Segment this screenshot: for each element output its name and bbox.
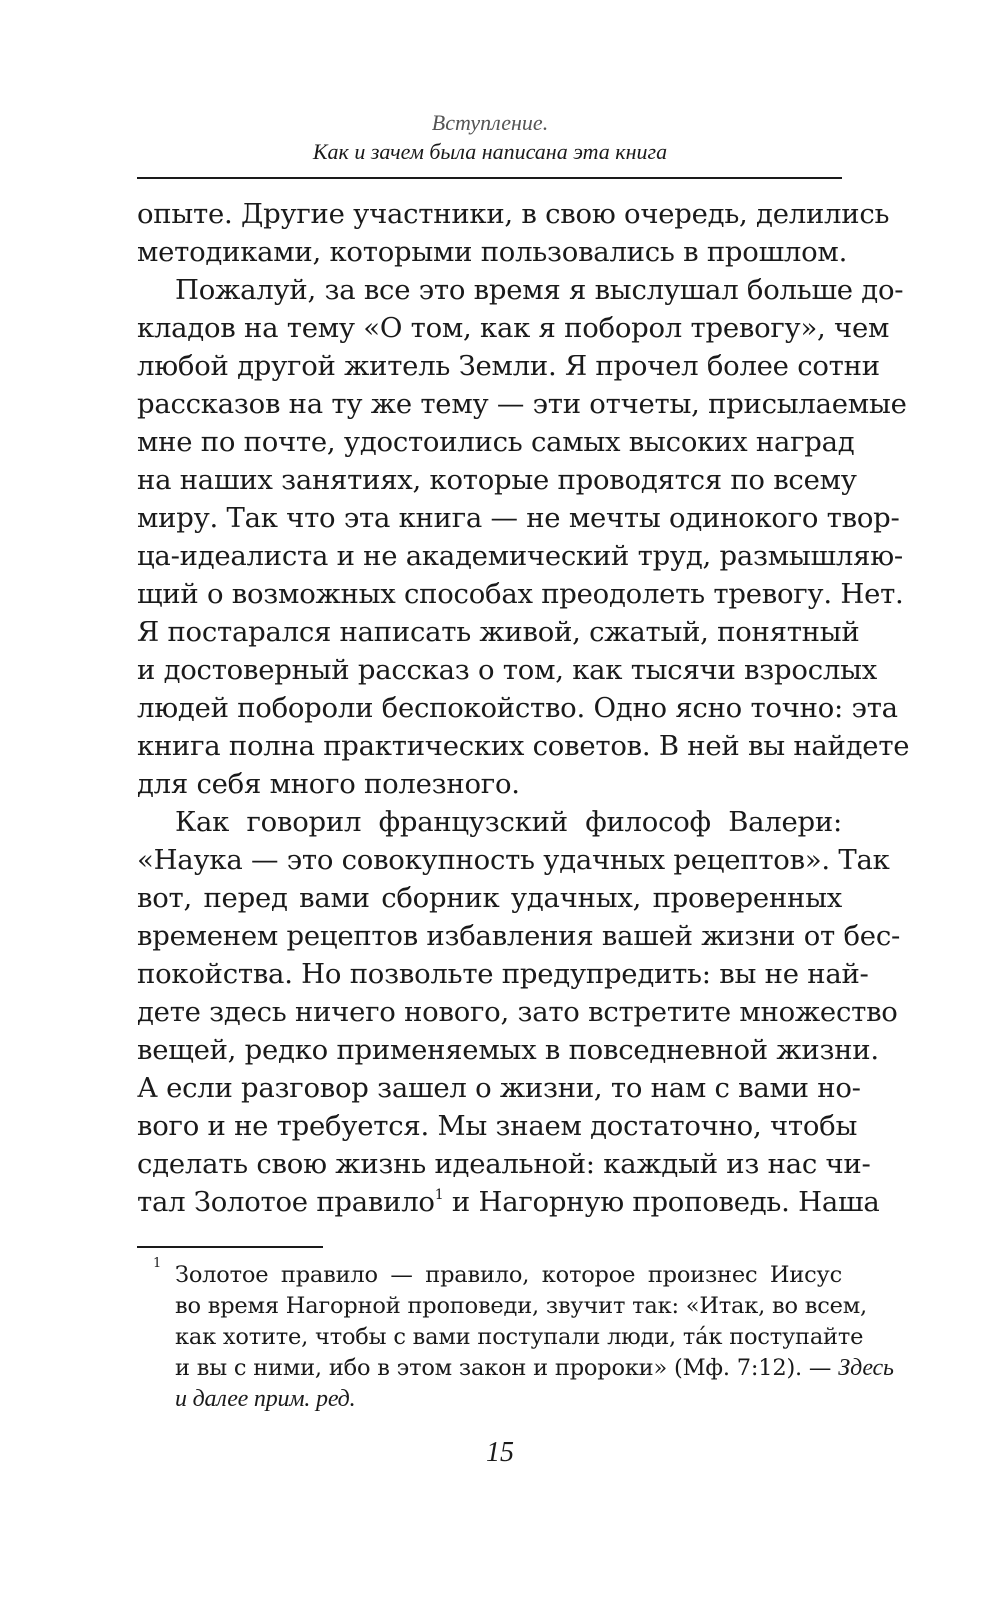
body-line: вещей, редко применяемых в повседневной жизни. — [137, 1034, 879, 1066]
body-line: покойства. Но позвольте предупредить: вы не най- — [137, 958, 869, 990]
body-line: людей побороли беспокойство. Одно ясно точно: эта — [137, 692, 898, 724]
footnote-line: во время Нагорной проповеди, звучит так: «Итак, во всем, — [175, 1293, 868, 1319]
footnote-line — [137, 1256, 842, 1291]
header-divider — [137, 177, 842, 179]
body-line: опыте. Другие участники, в свою очередь, делились — [137, 198, 890, 230]
footnote-marker: 1 — [153, 1256, 162, 1271]
footnote-editor-note: Здесь — [838, 1355, 894, 1381]
body-line: дете здесь ничего нового, зато встретите множество — [137, 996, 898, 1028]
body-line: временем рецептов избавления вашей жизни от бес- — [137, 920, 901, 952]
footnote-editor-note: и далее прим. ред. — [175, 1386, 356, 1412]
body-line: Как говорил французский философ Валери: — [175, 806, 842, 838]
body-line-with-footnote — [137, 1183, 880, 1221]
body-line: любой другой житель Земли. Я прочел более сотни — [137, 350, 880, 382]
page-number: 15 — [486, 1437, 514, 1468]
body-line: миру. Так что эта книга — не мечты одинокого твор- — [137, 502, 900, 534]
body-line: ца-идеалиста и не академический труд, размышляю- — [137, 540, 903, 572]
body-line: на наших занятиях, которые проводятся по всему — [137, 464, 857, 496]
body-line: мне по почте, удостоились самых высоких наград — [137, 426, 855, 458]
footnote-line — [137, 1384, 842, 1415]
body-line: Я постарался написать живой, сжатый, понятный — [137, 616, 860, 648]
footnote — [137, 1256, 894, 1415]
footnote-line-text: Золотое правило — правило, которое произнес Иисус — [175, 1262, 842, 1288]
body-line: щий о возможных способах преодолеть тревогу. Нет. — [137, 578, 904, 610]
body-line: и достоверный рассказ о том, как тысячи взрослых — [137, 654, 877, 686]
body-line-text: и Нагорную проповедь. Наша — [443, 1186, 880, 1218]
body-text — [137, 195, 910, 1221]
body-line: вот, перед вами сборник удачных, проверенных — [137, 882, 842, 914]
footnote-reference[interactable]: 1 — [434, 1187, 444, 1203]
footnote-line: как хотите, чтобы с вами поступали люди, та́к поступайте — [175, 1324, 864, 1350]
body-line: методиками, которыми пользовались в прошлом. — [137, 236, 848, 268]
running-head-chapter-title: Как и зачем была написана эта книга — [312, 139, 668, 164]
body-line: Пожалуй, за все это время я выслушал больше до- — [175, 274, 904, 306]
body-line: рассказов на ту же тему — эти отчеты, присылаемые — [137, 388, 907, 420]
footnote-divider — [137, 1246, 323, 1248]
body-line: для себя много полезного. — [137, 768, 520, 800]
body-line-text: тал Золотое правило — [137, 1186, 435, 1218]
body-line: кладов на тему «О том, как я поборол тревогу», чем — [137, 312, 890, 344]
running-head-section: Вступление. — [431, 110, 549, 135]
body-line: вого и не требуется. Мы знаем достаточно, чтобы — [137, 1110, 858, 1142]
body-line: книга полна практических советов. В ней вы найдете — [137, 730, 910, 762]
running-head — [140, 108, 840, 166]
body-line: А если разговор зашел о жизни, то нам с вами но- — [137, 1072, 861, 1104]
body-line: сделать свою жизнь идеальной: каждый из нас чи- — [137, 1148, 871, 1180]
body-line: «Наука — это совокупность удачных рецептов». Так — [137, 844, 890, 876]
footnote-line — [137, 1353, 894, 1384]
footnote-line-text: и вы с ними, ибо в этом закон и пророки» (Мф. 7:12). — — [175, 1355, 839, 1381]
